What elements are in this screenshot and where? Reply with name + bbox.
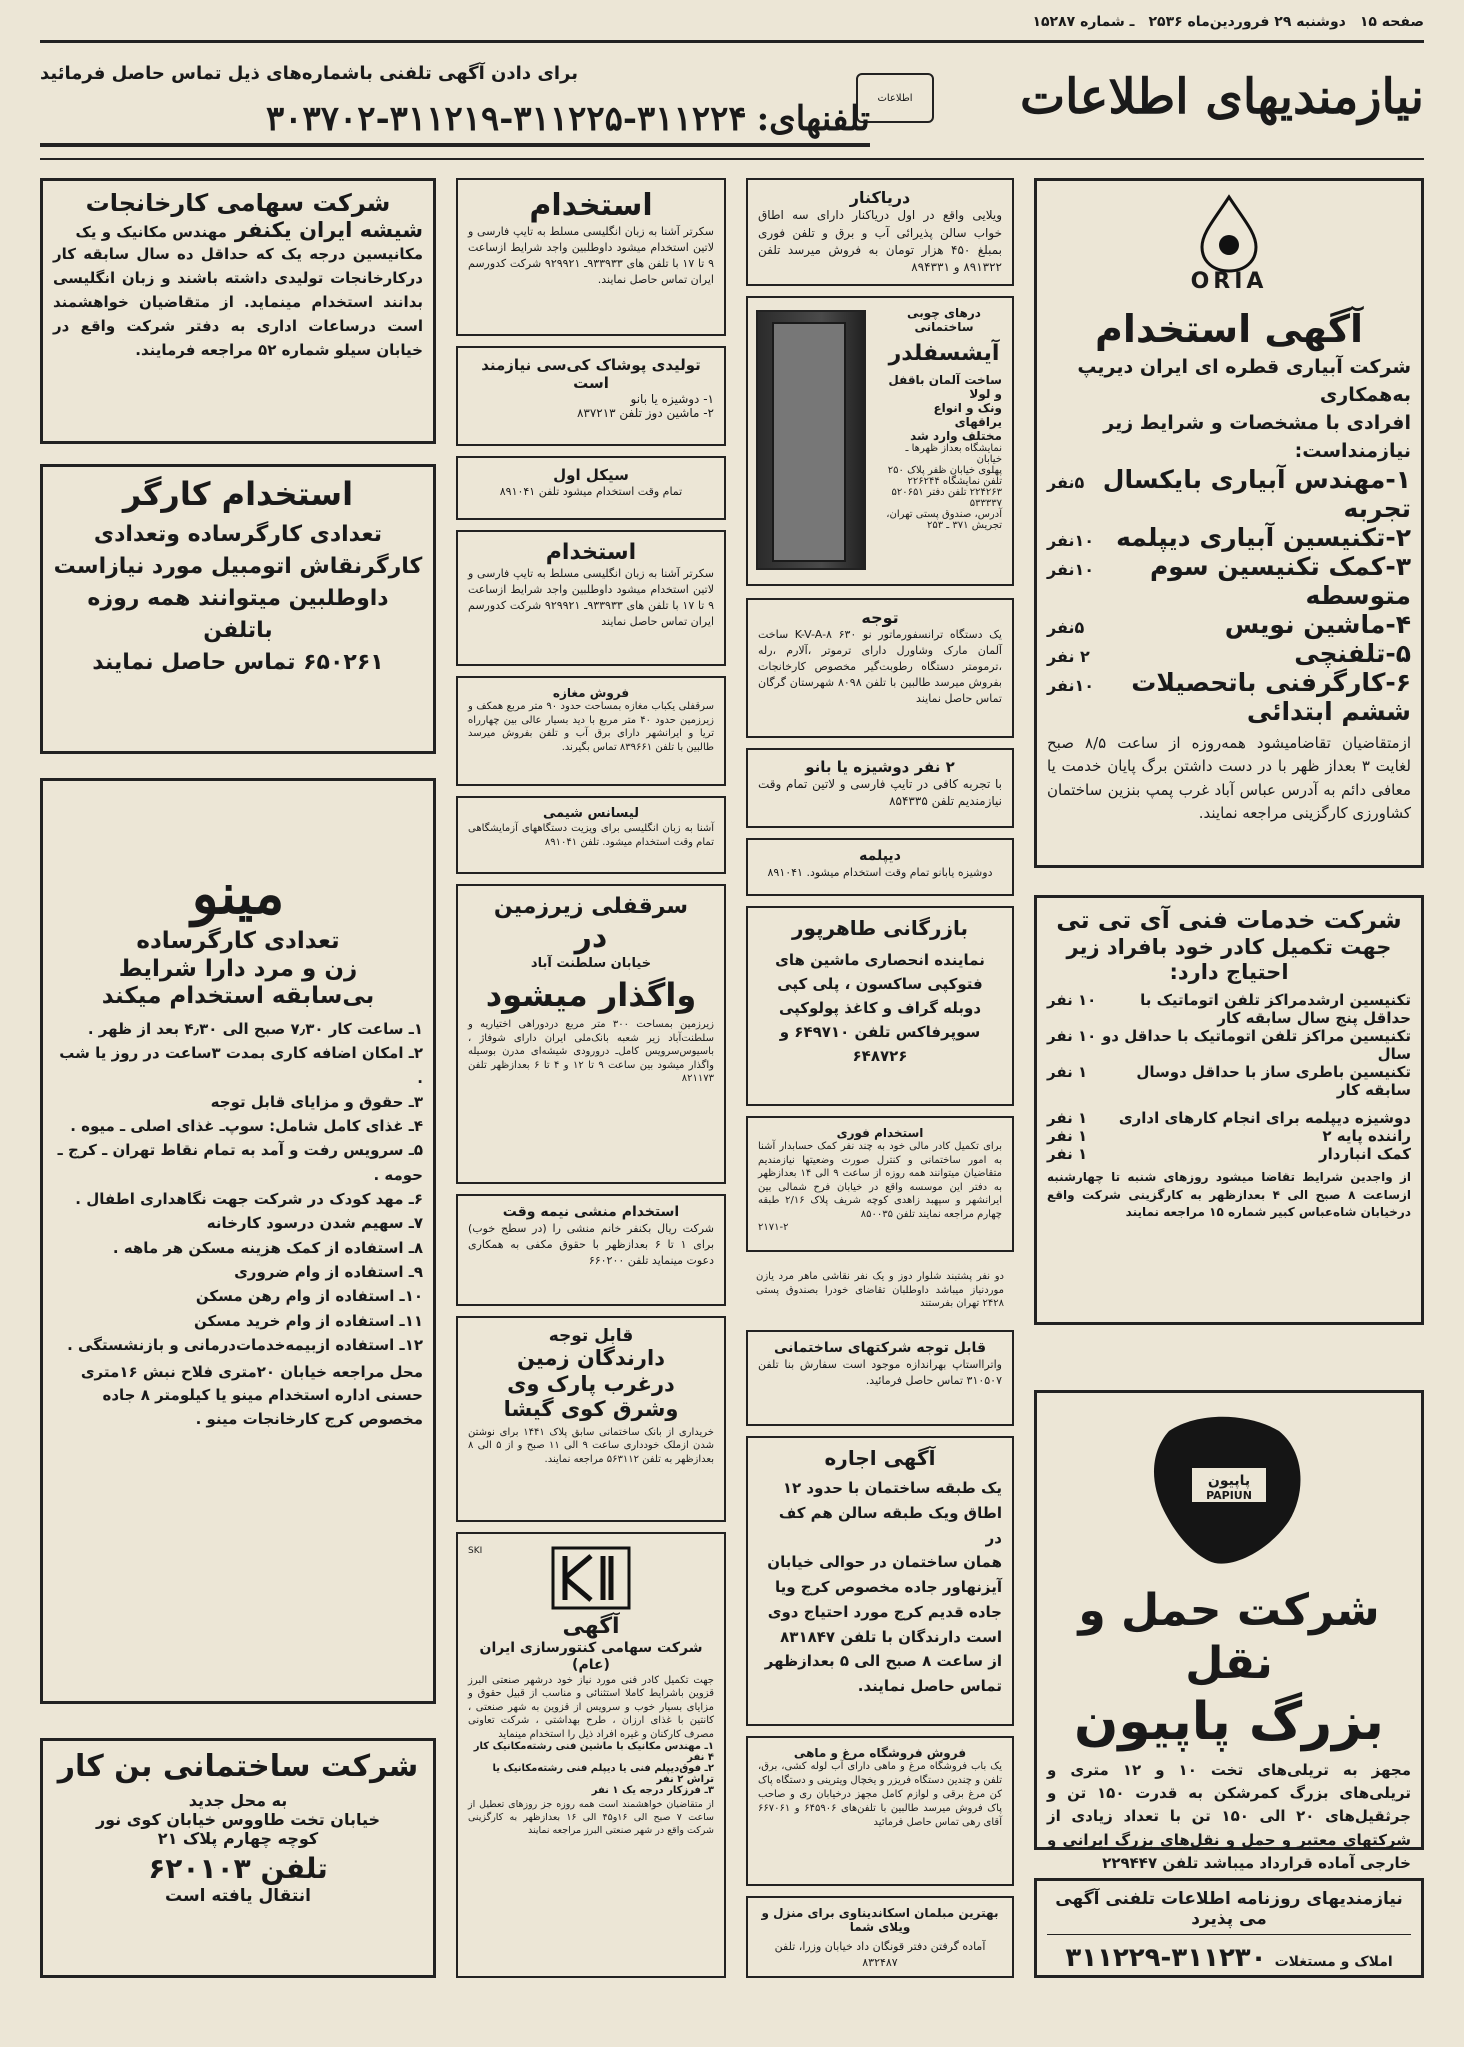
itt-title-1: شرکت خدمات فنی آی تی تی [1056,906,1402,934]
masthead-emblem: اطلاعات [856,73,934,123]
masthead-subtitle: برای دادن آگهی تلفنی باشماره‌های ذیل تماس حاصل فرمائید [40,63,578,84]
bonkar-title: شرکت ساختمانی بن کار [57,1749,419,1784]
mino-title-3: بی‌سابقه استخدام میکند [101,983,375,1010]
zamin-title-3: درغرب پارک وی [507,1371,675,1396]
mino-item: ۷ـ سهیم شدن درسود کارخانه [206,1214,423,1233]
pooshak-item: ۲- ماشین دوز تلفن ۸۳۷۲۱۳ [576,406,714,420]
masthead [40,55,1424,150]
ski-logo [551,1546,631,1610]
ejareh-line: از ساعت ۸ صبح الی ۵ بعدازظهر [764,1652,1002,1671]
phones-numbers: ۳۰۳۷۰۲-۳۱۱۲۱۹-۳۱۱۲۲۵-۳۱۱۲۲۴ [266,99,747,139]
mino-title-2: زن و مرد دارا شرایط [118,955,358,982]
oria-position: ۳-کمک تکنیسین سوم متوسطه ۱۰نفر [1047,552,1411,611]
morgh-body: یک باب فروشگاه مرغ و ماهی دارای آب لوله کشی، برق، تلفن و چندین دستگاه فریزر و یخچال ویترینی و دستگاه پاک کن مرغ برقی و لوازم کامل مجهز درخیابان ری و صاحب پاک فروش میرسد طالبین با تلفن‌های ۶۴۵۹۰۶ و ۶۶۷۰۶۱ آقای رهی تماس حاصل فرمائید [758,1761,1002,1829]
ad-bonkar-construction [40,1738,436,1978]
taherpour-line: نماینده انحصاری ماشین های [775,951,985,969]
pooshak-title: تولیدی پوشاک کی‌سی نیازمند است [481,356,701,392]
zamin-title-2: دارندگان زمین [517,1346,665,1371]
ad-kc-clothing [456,346,726,446]
ad-basement-lease [456,884,726,1184]
papiun-logo-en: PAPIUN [1206,1489,1252,1502]
etelaat-line-2: املاک و مستغلات ۳۱۱۲۲۹-۳۱۱۲۳۰ [1065,1942,1393,1973]
kargar-line: تعدادی کارگرساده وتعدادی [93,522,383,548]
mino-title-1: تعدادی کارگرساده [136,928,340,955]
ad-tailors [746,1262,1014,1320]
pooshak-item: ۱- دوشیزه یا بانو [630,392,714,406]
ad-construction-notice [746,1330,1014,1426]
mino-footer: محل مراجعه خیابان ۲۰متری فلاح نبش ۱۶متری حسنی اداره استخدام مینو یا کیلومتر ۸ جاده مخصوص کرج کارخانجات مینو . [80,1363,423,1428]
page-date: دوشنبه ۲۹ فروردین‌ماه ۲۵۳۶ [1148,14,1346,30]
bonkar-footer: انتقال یافته است [164,1885,312,1906]
ad-chemistry-bachelor [456,796,726,874]
ejareh-line: یک طبقه ساختمان با حدود ۱۲ [782,1479,1002,1497]
mino-items [53,1017,423,1357]
mino-item: ۶ـ مهد کودک در شرکت جهت نگاهداری اطفال . [75,1190,423,1209]
ski-item: ۲ـ فوق‌دیپلم فنی یا دیپلم فنی رشته‌مکانیک یا تراش ۲ نفر [492,1763,714,1786]
oria-position: ۶-کارگرفنی باتحصیلات ششم ابتدائی ۱۰نفر [1047,668,1411,727]
mino-item: ۱ـ ساعت کار ۷٫۳۰ صبح الی ۴٫۳۰ بعد از ظهر . [87,1019,423,1038]
daryakenar-body: ویلایی واقع در اول دریاکنار دارای سه اطاق خواب سالن پذیرائی آب و برق و تلفن فوری بمبلغ ۴۵۰ هزار تومان به فروش میرسد تلفن ۸۹۱۳۲۲ و ۸۹۴۳۳۱ [758,208,1002,275]
oria-position: ۴-ماشین نویس ۵نفر [1047,610,1411,640]
ad-oria-recruitment [1034,178,1424,868]
taherpour-line: ۶۴۸۷۲۶ [852,1047,908,1065]
ski-footer: از متقاضیان خواهشمند است همه روزه جز روزهای تعطیل از ساعت ۷ صبح الی ۱۶و۴۵ الی ۱۶ بعدازظهر به کارگزینی شرکت واقع در شهر صنعتی البرز مراجعه نمایند [468,1799,714,1837]
itt-row: تکنیسین مراکز تلفن اتوماتیک با حداقل دو سال ۱۰ نفر [1047,1027,1411,1064]
ejareh-line: اطاق ویک طبقه سالن هم کف در [778,1503,1002,1547]
doors-line: ساخت آلمان باقفل و لولا [888,373,1002,402]
ad-secretary-2 [456,530,726,666]
zirzamin-title-3: واگذار میشود [485,975,697,1014]
mino-item: ۳ـ حقوق و مزایای قابل توجه [210,1092,423,1111]
zirzamin-title-1: سرقفلی زیرزمین [493,894,689,919]
mino-item: ۲ـ امکان اضافه کاری بمدت ۳ساعت در روز یا شب . [59,1044,423,1087]
papiun-logo-text: پاپیون [1207,1473,1251,1489]
doors-line: تجریش ۳۷۱ ـ ۲۵۳ [926,520,1002,532]
maghazeh-title: فروش مغازه [552,686,630,700]
ejareh-line: آیزنهاور جاده مخصوص کرج ویا [774,1578,1002,1596]
estekhdam2-body: سکرتر آشنا به زبان انگلیسی مسلط به تایپ فارسی و لاتین استخدام میشود داوطلبین واجد شرایط ازساعت ۹ تا ۱۷ با تلفن های ۹۳۳۹۳۳ـ ۹۲۹۹۲۱ شرکت کدورسم ایران تماس حاصل نمایند [468,567,714,629]
papiun-title-1: شرکت حمل و نقل [1078,1585,1380,1689]
papiun-body: مجهز به تریلی‌های تخت ۱۰ و ۱۲ متری و تریلی‌های بزرگ کمرشکن به قدرت ۱۵۰ تن و جرثقیل‌های ۲۰ الی ۱۵۰ تن با تعداد زیادی از شرکتهای معتبر و حمل و نقل‌های بزرگ ایرانی و خارجی آماده قرارداد میباشد تلفن ۲۲۹۴۴۷ [1047,1760,1412,1872]
mino-item: ۱۲ـ استفاده ازبیمه‌خدمات‌درمانی و بازنشستگی . [67,1335,423,1354]
masthead-phones [40,95,870,147]
zirzamin-sub: خیابان سلطنت آباد [530,956,652,972]
ski-item: ۳ـ فرزکار درجه یک ۱ نفر [591,1785,714,1797]
doshizeh-body: با تجربه کافی در تایپ فارسی و لاتین تمام وقت نیازمندیم تلفن ۸۵۴۳۳۵ [758,777,1002,809]
taherpour-line: سوپرفاکس تلفن ۶۴۹۷۱۰ و [779,1023,981,1041]
diplomeh-body: دوشیزه یابانو تمام وقت استخدام میشود. ۸۹۱۰۴۱ [767,865,993,879]
licence-title: لیسانس شیمی [542,806,640,821]
zamin-title-1: قابل توجه [548,1326,634,1346]
ad-first-cycle [456,456,726,520]
bonkar-phone: تلفن ۶۲۰۱۰۳ [148,1852,328,1885]
mino-item: ۵ـ سرویس رفت و آمد به تمام نقاط تهران ـ کرج ـ حومه . [57,1141,423,1184]
masthead-rule [40,158,1424,160]
sikel-body: تمام وقت استخدام میشود تلفن ۸۹۱۰۴۱ [499,485,683,498]
oria-title: آگهی استخدام [1094,307,1363,351]
ad-daryakenar [746,178,1014,286]
kargar-line: داوطلبین میتوانند همه روزه باتلفن [87,586,389,644]
ski-logo-text: SKI [468,1546,483,1556]
ski-company: شرکت سهامی کنتورسازی ایران (عام) [479,1640,703,1674]
ad-rent-building [746,1436,1014,1726]
daryakenar-title: دریاکنار [849,188,911,207]
ad-urgent-hiring [746,1116,1014,1252]
mino-item: ۱۱ـ استفاده از وام خرید مسکن [194,1311,423,1330]
ad-part-time-secretary [456,1194,726,1306]
ejareh-line: همان ساختمان در حوالی خیابان [767,1553,1002,1572]
mino-item: ۴ـ غذای کامل شامل: سوپ‌ـ غذای اصلی ـ میوه . [70,1117,423,1136]
itt-row: کمک انباردار ۱ نفر [1047,1145,1411,1164]
taherpour-title: بازرگانی طاهرپور [791,916,969,940]
sakhtemani-body: واترااستاپ بهراندازه موجود است سفارش بنا تلفن ۳۱۰۵۰۷ تماس حاصل فرمائید. [758,1357,1002,1387]
estekhdam1-body: سکرتر آشنا به زبان انگلیسی مسلط به تایپ فارسی و لاتین استخدام میشود داوطلبین واجد شرایط ازساعت ۹ تا ۱۷ با تلفن های ۹۳۳۹۳۳ـ ۹۲۹۹۲۱ شرکت کدورسم ایران تماس حاصل نمایند. [468,225,714,286]
itt-row: راننده پایه ۲ ۱ نفر [1047,1127,1411,1146]
ski-body: جهت تکمیل کادر فنی مورد نیاز خود درشهر صنعتی البرز قزوین باشرایط کاملا استثنائی و مناسب از قبیل حقوق و مزایای بسیار خوب و سرویس از قزوین به شهر صنعتی ، کانتین با غذای ارزان ، طرح بهداشتی ، شرکت تعاونی مصرف کارکنان و غیره افراد ذیل را استخدام مینماید [468,1674,714,1740]
doors-subtitle: درهای چوبی ساختمانی [907,306,981,335]
estekhdam1-title: استخدام [529,188,653,223]
morgh-title: فروش فروشگاه مرغ و ماهی [793,1746,967,1760]
papiun-title-2: بزرگ پاپیون [1074,1691,1384,1752]
kargar-title: استخدام کارگر [122,475,354,513]
ejareh-line: جاده قدیم کرج مورد احتیاج دوی [767,1602,1002,1621]
dokar-body: دو نفر پشتبند شلوار دوز و یک نفر نقاشی ماهر مرد یازن موردنیاز میباشد داوطلبان تقاضای خودرا بصندوق پستی ۲۴۲۸ تهران بفرستند [756,1271,1004,1309]
tavajoh-body: یک دستگاه ترانسفورماتور نو ۶۳۰ K-V-A-۸ ساخت آلمان مارک وشاورل دارای ترموتر ،آلارم ،رله ،ترمومتر دستگاه رطوبت‌گیر مخصوص کارخانجات بفروش میرسد طالبین با تلفن ۸۰۹۸ شهرستان گرگان تماس حاصل نمایند [758,628,1002,705]
ejareh-line: است دارندگان با تلفن ۸۳۱۸۴۷ [780,1627,1002,1646]
itt-title-3: احتیاج دارد: [1169,959,1289,984]
masthead-title: نیازمندیهای اطلاعات [1019,69,1424,125]
zamin-body: خریداری از بانک ساختمانی سابق پلاک ۱۴۴۱ برای نوشتن شدن ازملک خودداری ساعت ۹ الی ۱۱ صبح و از ۵ الی ۸ بعدازظهر به تلفن ۵۶۳۱۱۲ مراجعه نمایند. [468,1426,714,1465]
tavajoh-title: توجه [861,608,899,627]
ad-mino [40,778,436,1704]
itt-row: دوشیزه دیپلمه برای انجام کارهای اداری ۱ نفر [1047,1109,1411,1128]
top-rule [40,40,1424,43]
oria-intro-1: شرکت آبیاری قطره ای ایران دیریپ به‌همکاری [1077,355,1411,406]
zirzamin-body: زیرزمین بمساحت ۳۰۰ متر مربع دردوراهی اختیاریه و سلطنت‌آباد زیر شعبه بانک‌ملی ایران دارای شوفاژ ، باسیوس‌سرویس کامل‌ـ درورودی شیشه‌ای مدرن بوسیله واگذار میشود بین ساعت ۹ تا ۱۲ و ۴ تا ۶ بعدازظهر تلفن ۸۲۱۱۷۳ [468,1019,715,1085]
monshi-title: استخدام منشی نیمه وقت [502,1204,680,1220]
mobleman-line-2: آماده گرفتن دفتر قونگان داد خیابان وزرا، تلفن ۸۳۲۴۸۷ [774,1939,986,1969]
shisheh-body: مکانیسین درجه یک که حداقل ده سال سابقه کار درکارخانجات تولیدی داشته باشند و زبان انگلیسی بدانند استخدام مینماید. از متقاضیان خواهشمند است درساعات اداری به دفتر شرکت واقع در خیابان سیلو شماره ۵۲ مراجعه فرمایند. [53,244,423,359]
doors-line: پهلوی خیابان ظفر پلاک ۲۵۰ [887,465,1002,477]
mino-item: ۸ـ استفاده از کمک هزینه مسکن هر ماهه . [112,1238,423,1257]
ski-title: آگهی [562,1614,620,1639]
itt-title-2: جهت تکمیل کادر خود بافراد زیر [1066,934,1392,959]
zamin-title-4: وشرق کوی گیشا [503,1396,679,1421]
ad-itt-services [1034,895,1424,1325]
taherpour-line: فتوکپی ساکسون ، پلی کپی [777,975,983,993]
sakhtemani-title: قابل توجه شرکتهای ساختمانی [774,1340,986,1356]
itt-row: تکنیسین باطری ساز با حداقل دوسال سابقه کار ۱ نفر [1047,1063,1411,1100]
ad-land-owners [456,1316,726,1522]
ad-secretary-1 [456,178,726,336]
doors-line: ۲۲۴۲۶۳ تلفن دفتر ۵۲۰۶۵۱ [891,487,1002,499]
mino-logo: مینو [191,861,285,927]
ad-poultry-shop [746,1736,1014,1886]
estekhdam2-title: استخدام [545,540,637,565]
ad-etelaat-phone-box [1034,1878,1424,1978]
bonkar-line: به محل جدید [188,1791,288,1810]
ad-diploma [746,838,1014,896]
mobleman-line-1: بهترین مبلمان اسکاندیناوی برای منزل و ویلای شما [761,1906,999,1935]
oria-logo-text: ORIA [1190,269,1268,294]
itt-footer: از واجدین شرایط تقاضا میشود روزهای شنبه تا چهارشنبه ازساعت ۸ صبح الی ۴ بعدازظهر به کارگزینی شرکت واقع درخیابان شاه‌عباس کبیر شماره ۱۵ مراجعه نمایند [1047,1170,1412,1219]
ad-two-typists [746,748,1014,828]
mino-item: ۱۰ـ استفاده از وام رهن مسکن [195,1287,423,1306]
page-header-line [40,14,1424,36]
door-illustration [756,310,866,570]
ad-transformer [746,598,1014,738]
oria-position: ۲-تکنیسین آبیاری دیپلمه ۱۰نفر [1047,523,1411,553]
issue-number: ـ شماره ۱۵۲۸۷ [1032,14,1135,30]
kargar-line: کارگرنقاش اتومبیل مورد نیازاست [53,554,423,580]
doors-line: آدرس، صندوق پستی تهران، [886,509,1002,521]
ejareh-line: تماس حاصل نمایند. [857,1677,1002,1695]
oria-footer: ازمتقاضیان تقاضامیشود همه‌روزه از ساعت ۸/۵ صبح لغایت ۳ بعداز ظهر با در دست داشتن برگ پایان خدمت یا معافی دائم به آدرس عباس آباد غرب پمپ بنزین ساختمان کشاورزی کارگزینی مراجعه نمایند. [1047,734,1412,822]
ad-eisfelder-doors [746,296,1014,586]
doshizeh-title: ۲ نفر دوشیزه یا بانو [805,758,955,776]
fori-title: استخدام فوری [836,1126,924,1140]
bonkar-line: خیابان تخت طاووس خیابان کوی نور [95,1810,381,1829]
mino-item: ۹ـ استفاده از وام ضروری [234,1262,423,1281]
etelaat-line-1: نیازمندیهای روزنامه اطلاعات تلفنی آگهی می پذیرد [1047,1889,1411,1935]
maghazeh-body: سرقفلی یکباب مغازه بمساحت حدود ۹۰ متر مربع همکف و زیرزمین حدود ۴۰ متر مربع با دید بسیار عالی بین چهارراه تریا و ایرانشهر دارای برق آب و تلفن بفروش میرسد طالبین با تلفن ۸۳۹۶۶۱ تماس بگیرند. [468,701,715,753]
ad-shop-sale [456,676,726,786]
fori-body: برای تکمیل کادر مالی خود به چند نفر کمک حسابدار آشنا به امور ساختمانی و کنترل صورت وضعیتها نیازمندیم متقاضیان میتوانند همه روزه از ساعت ۹ الی ۱۴ بعدازظهر به دفتر این موسسه واقع در خیابان فرح شمالی بین ایرانشهر و سپهبد زاهدی کوچه شریف پلاک ۲/۱۶ طبقه چهارم مراجعه نمایند تلفن ۸۵۰۰۳۵ [758,1141,1002,1220]
ad-meter-company [456,1532,726,1978]
licence-body: آشنا به زبان انگلیسی برای ویزیت دستگاههای آزمایشگاهی تمام وقت استخدام میشود. تلفن ۸۹۱۰۴۱ [468,822,714,849]
shisheh-title-row: شیشه ایران یکنفر مهندس مکانیک و یک [75,217,423,242]
ad-iran-glass [40,178,436,444]
ad-worker-hiring [40,464,436,754]
ad-furniture [746,1896,1014,1978]
diplomeh-title: دیپلمه [859,848,901,864]
itt-row: تکنیسین ارشدمراکز تلفن اتوماتیک با حداقل پنج سال سابقه کار ۱۰ نفر [1047,991,1411,1028]
oria-position: ۵-تلفنچی ۲ نفر [1047,639,1411,669]
doors-line: ۵۳۳۳۳۷ [969,498,1002,510]
monshi-body: شرکت ریال بکنفر خانم منشی را (در سطح خوب) برای ۱ تا ۶ بعدازظهر با حقوق مکفی به همکاری دعوت مینماید تلفن ۶۶۰۲۰۰ [468,1221,715,1267]
ejareh-title: آگهی اجاره [824,1446,936,1470]
doors-line: تلفن نمایشگاه ۲۲۶۲۴۴ [907,476,1002,488]
doors-line: نمایشگاه بعداز ظهرها ـ خیابان [905,443,1002,466]
oria-position: ۱-مهندس آبیاری بایکسال تجربه ۵نفر [1047,465,1411,524]
shisheh-title: شرکت سهامی کارخانجات [85,189,391,217]
doors-line: مختلف وارد شد [910,429,1002,444]
doors-title: آیشسفلدر [888,340,1000,366]
bonkar-line: کوچه چهارم پلاک ۲۱ [157,1829,319,1848]
oria-intro-2: افرادی با مشخصات و شرایط زیر نیازمنداست: [1103,411,1411,462]
ski-item: ۱ـ مهندس مکانیک با ماشین فنی رشته‌مکانیک کار ۴ نفر [473,1741,714,1764]
phones-label: تلفنهای: [756,99,870,139]
kargar-line: ۶۵۰۲۶۱ تماس حاصل نمایند [92,649,384,675]
ad-taherpour [746,906,1014,1106]
page-number: صفحه ۱۵ [1359,14,1424,30]
sikel-title: سیکل اول [553,466,629,484]
taherpour-line: دوبله گراف و کاغذ پولوکپی [778,999,982,1017]
fori-extra: ۲۱۷۱-۲ [758,1222,789,1234]
doors-line: ونک و انواع یراقهای [933,401,1002,430]
ad-papiun-transport [1034,1390,1424,1872]
zirzamin-title-2: در [574,920,608,956]
